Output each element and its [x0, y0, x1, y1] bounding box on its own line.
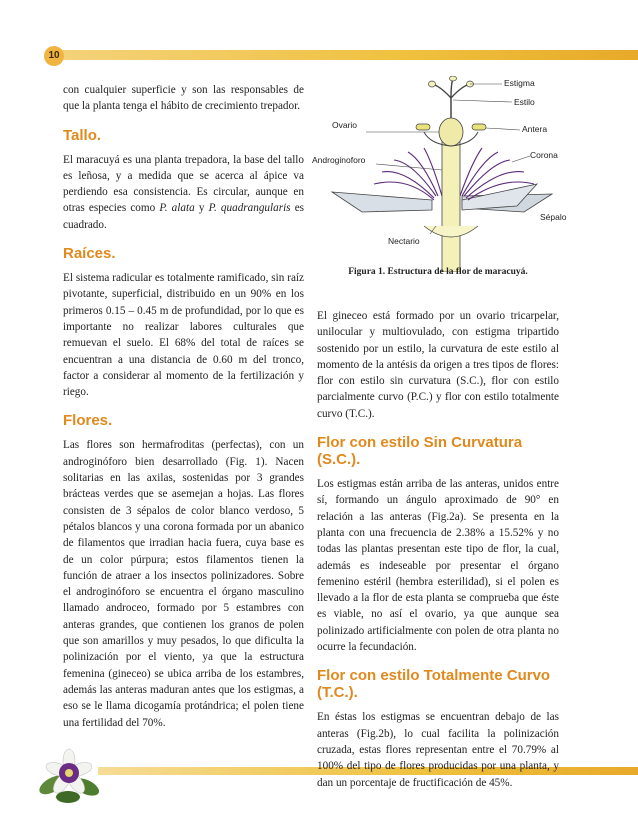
sc-heading — [317, 434, 559, 468]
species-alata: P. alata — [159, 202, 195, 215]
petal-left-shape — [332, 192, 432, 212]
tc-heading — [317, 667, 559, 701]
species-quadrangularis: P. quadrangularis — [208, 202, 291, 215]
label-nectario: Nectario — [388, 236, 420, 246]
label-corona: Corona — [530, 150, 558, 160]
gineceo-paragraph: El gineceo está formado por un ovario tricarpelar, unilocular y multiovulado, con estigma tripartido sostenido por un estilo, la curvatura de este estilo al momento de la antésis da origen a tres tipos de flores: flor con estilo sin curvatura (S.C.), flor con estilo parcialmente curvo (P.C.) y flor con estilo totalmente curvo (T.C.). — [317, 310, 559, 420]
sc-heading-line1: Flor con estilo Sin Curvatura — [317, 434, 523, 452]
sc-heading-line2: (S.C.). — [317, 451, 361, 469]
flores-heading: Flores. — [63, 412, 113, 430]
flower-structure-figure — [312, 76, 570, 272]
raices-paragraph: El sistema radicular es totalmente ramificado, sin raíz pivotante, superficial, distribuido en un 90% en los primeros 0.15 – 0.45 m de profundidad, por lo que es importante no realizar labores culturales que remuevan el suelo. El 68% del total de raíces se encuentran a una distancia de 0.60 m del tronco, factor a considerar al momento de la fertilización y riego. — [63, 272, 304, 399]
androgynophore-stalk — [442, 132, 460, 272]
label-androginoforo: Androginoforo — [312, 155, 366, 165]
tallo-text-a: El maracuyá es una planta trepadora, la base del tallo es leñosa, y a medida que se acerca al ápice va perdiendo esa consistencia. Es circular, aunque en otras especies como — [63, 153, 304, 215]
figure-caption: Figura 1. Estructura de la flor de maracuyá. — [348, 267, 528, 277]
anther-left — [416, 124, 430, 130]
tc-paragraph: En éstas los estigmas se encuentran debajo de las anteras (Fig.2b), lo cual facilita la polinización cruzada, estas flores representan entre el 70.79% al 100% del tipo de flores producidas por una planta, y dan un porcentaje de fructificación de 45%. — [317, 711, 559, 789]
tallo-heading: Tallo. — [63, 126, 102, 144]
sc-paragraph: Los estigmas están arriba de las anteras, unidos entre sí, formando un ángulo aproximado de 90° en relación a las anteras (Fig.2a). Se presenta en la planta con una frecuencia de 2.38% a 15.52% y no todas las plantas presentan este tipo de flor, la cual, además es indeseable por presentar el órgano femenino estéril (hembra esterilidad), si el polen es llevado a la flor de esta planta se comprueba que éste es viable, no así el ovario, ya que aunque sea polinizado artificialmente con polen de otra planta no ocurre la fecundación. — [317, 478, 559, 654]
tc-heading-line1: Flor con estilo Totalmente Curvo — [317, 667, 551, 685]
passion-flower-logo — [38, 745, 100, 807]
tc-heading-line2: (T.C.). — [317, 684, 358, 702]
label-estilo: Estilo — [514, 97, 535, 107]
right-column — [317, 308, 559, 791]
left-column — [63, 82, 304, 731]
header-rule — [60, 50, 638, 60]
intro-paragraph: con cualquier superficie y son las responsables de que la planta tenga el hábito de crecimiento trepador. — [63, 84, 304, 113]
anther-right — [472, 124, 486, 130]
tallo-text-b: y — [194, 202, 209, 215]
raices-heading: Raíces. — [63, 245, 116, 263]
label-ovario: Ovario — [332, 120, 358, 130]
tallo-text-c: es cuadrado. — [63, 202, 305, 231]
page-number: 10 — [44, 46, 64, 66]
logo-center — [65, 769, 73, 777]
tallo-paragraph — [63, 152, 304, 233]
label-antera: Antera — [522, 124, 548, 134]
ovary-shape — [439, 118, 463, 146]
flores-paragraph: Las flores son hermafroditas (perfectas), con un androginóforo bien desarrollado (Fig. 1). Nacen solitarias en las axilas, sostenidas por 3 grandes brácteas verdes que se asemejan a hojas. Las flores consisten de 3 sépalos de color blanco verdoso, 5 pétalos blancos y una corona formada por un abanico de filamentos que irradian hacia fuera, cuya base es de un color púrpura; estos filamentos tienen la función de atraer a los insectos polinizadores. Sobre el androginóforo se encuentra el órgano masculino llamado androceo, formado por 5 estambres con anteras grandes, que contienen los granos de polen que son amarillos y muy pesados, lo que dificulta la polinización por el viento, ya que la estructura femenina (gineceo) se ubica arriba de los estambres, además las anteras maduran antes que los estigmas, a eso se le llama dicogamía protándrica; el polen tiene una fertilidad del 70%. — [63, 439, 304, 729]
label-estigma: Estigma — [504, 78, 535, 88]
label-sepalo: Sépalo — [540, 212, 567, 222]
